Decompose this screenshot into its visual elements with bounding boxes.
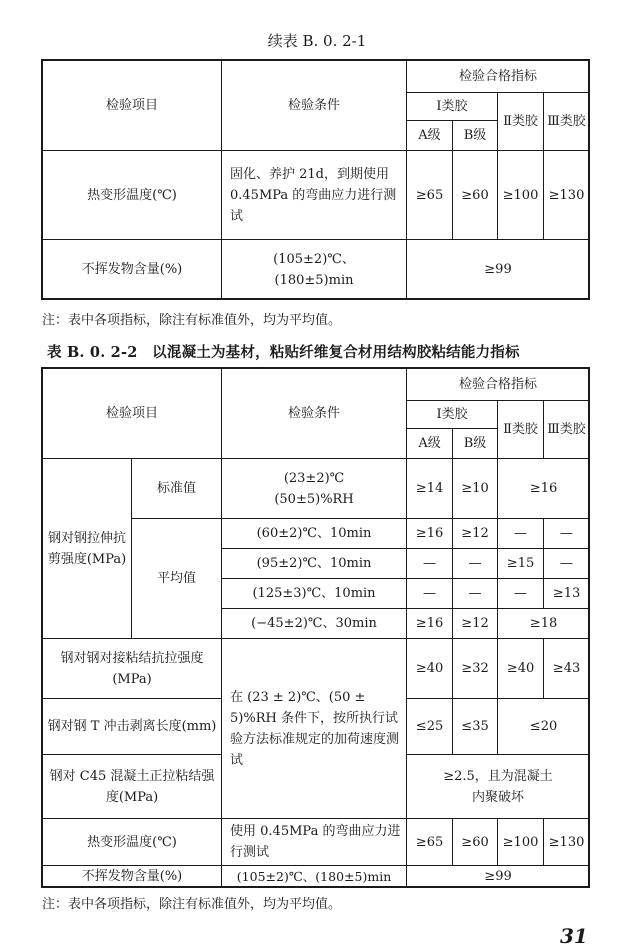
t2-heat-condition: 使用 0.45MPa 的弯曲应力进行测试 bbox=[222, 819, 407, 866]
t2-avg0-b: ≥12 bbox=[453, 519, 498, 549]
t2-shear-std-label: 标准值 bbox=[132, 459, 222, 519]
t1-volatile-condition-line2: (180±5)min bbox=[274, 272, 354, 288]
t2-shear-label: 钢对钢拉伸抗剪强度(MPa) bbox=[43, 459, 132, 639]
t2-tensile-label: 钢对钢对接粘结抗拉强度(MPa) bbox=[43, 639, 222, 699]
t2-header-grade-b: B级 bbox=[453, 429, 498, 459]
t2-volatile-value: ≥99 bbox=[407, 866, 590, 888]
t2-avg0-condition: (60±2)℃、10min bbox=[222, 519, 407, 549]
t1-heat-c3: ≥130 bbox=[544, 151, 590, 240]
t2-heat-label: 热变形温度(℃) bbox=[43, 819, 222, 866]
t2-avg1-condition: (95±2)℃、10min bbox=[222, 549, 407, 579]
t2-peel-b: ≤35 bbox=[453, 699, 498, 755]
t2-header-class2: Ⅱ类胶 bbox=[498, 401, 544, 459]
t2-shear-std-condition-line2: (50±5)%RH bbox=[274, 491, 354, 507]
t2-avg2-c3: ≥13 bbox=[544, 579, 590, 609]
table1 bbox=[42, 60, 590, 300]
t2-shear-std-condition bbox=[222, 459, 407, 519]
t2-c45-value-line2: 内聚破坏 bbox=[472, 789, 525, 805]
t2-heat-b: ≥60 bbox=[453, 819, 498, 866]
t2-heat-a: ≥65 bbox=[407, 819, 453, 866]
t1-header-grade-a: A级 bbox=[407, 121, 453, 151]
t2-avg0-c3: — bbox=[544, 519, 590, 549]
t2-peel-a: ≤25 bbox=[407, 699, 453, 755]
t2-tensile-c2: ≥40 bbox=[498, 639, 544, 699]
t2-avg3-b: ≥12 bbox=[453, 609, 498, 639]
t2-header-class1: Ⅰ类胶 bbox=[407, 401, 498, 429]
t2-shear-std-c23: ≥16 bbox=[498, 459, 590, 519]
t2-tensile-c3: ≥43 bbox=[544, 639, 590, 699]
t1-header-class2: Ⅱ类胶 bbox=[498, 93, 544, 151]
t2-shear-std-condition-line1: (23±2)℃ bbox=[283, 470, 345, 486]
t2-shear-std-a: ≥14 bbox=[407, 459, 453, 519]
table-row bbox=[43, 240, 590, 300]
t2-shear-avg-label: 平均值 bbox=[132, 519, 222, 639]
table2-caption: 表 B. 0. 2-2 以混凝土为基材，粘贴纤维复合材用结构胶粘结能力指标 bbox=[47, 344, 520, 361]
t1-volatile-item: 不挥发物含量(%) bbox=[43, 240, 222, 300]
t1-volatile-condition-line1: (105±2)℃、 bbox=[273, 251, 355, 267]
t2-c45-value bbox=[407, 755, 590, 819]
table1-note: 注：表中各项指标，除注有标准值外，均为平均值。 bbox=[42, 313, 342, 328]
t2-header-condition: 检验条件 bbox=[222, 369, 407, 459]
table-row bbox=[43, 151, 590, 240]
t2-heat-c3: ≥130 bbox=[544, 819, 590, 866]
t2-avg3-condition: (−45±2)℃、30min bbox=[222, 609, 407, 639]
t2-avg1-b: — bbox=[453, 549, 498, 579]
t2-header-grade-a: A级 bbox=[407, 429, 453, 459]
t2-avg1-c2: ≥15 bbox=[498, 549, 544, 579]
t2-shear-std-b: ≥10 bbox=[453, 459, 498, 519]
t1-header-item: 检验项目 bbox=[43, 61, 222, 151]
t1-heat-a: ≥65 bbox=[407, 151, 453, 240]
t2-avg0-c2: — bbox=[498, 519, 544, 549]
t2-avg1-a: — bbox=[407, 549, 453, 579]
t2-tensile-a: ≥40 bbox=[407, 639, 453, 699]
t2-avg3-c23: ≥18 bbox=[498, 609, 590, 639]
t2-tensile-b: ≥32 bbox=[453, 639, 498, 699]
table2 bbox=[42, 368, 590, 888]
t2-heat-c2: ≥100 bbox=[498, 819, 544, 866]
table-row bbox=[43, 819, 590, 866]
t1-volatile-value: ≥99 bbox=[407, 240, 590, 300]
t1-header-condition: 检验条件 bbox=[222, 61, 407, 151]
t2-peel-c23: ≤20 bbox=[498, 699, 590, 755]
t2-c45-value-line1: ≥2.5，且为混凝土 bbox=[443, 768, 553, 784]
t1-header-criteria: 检验合格指标 bbox=[407, 61, 590, 93]
t2-header-item: 检验项目 bbox=[43, 369, 222, 459]
t1-header-class1: Ⅰ类胶 bbox=[407, 93, 498, 121]
table1-caption: 续表 B. 0. 2-1 bbox=[267, 32, 367, 50]
t2-avg2-c2: — bbox=[498, 579, 544, 609]
t1-header-grade-b: B级 bbox=[453, 121, 498, 151]
t1-heat-b: ≥60 bbox=[453, 151, 498, 240]
t1-header-class3: Ⅲ类胶 bbox=[544, 93, 590, 151]
table2-note: 注：表中各项指标，除注有标准值外，均为平均值。 bbox=[42, 897, 342, 912]
t2-c45-label: 钢对 C45 混凝土正拉粘结强度(MPa) bbox=[43, 755, 222, 819]
t2-header-class3: Ⅲ类胶 bbox=[544, 401, 590, 459]
table-row bbox=[43, 639, 590, 699]
t2-header-criteria: 检验合格指标 bbox=[407, 369, 590, 401]
t2-volatile-label: 不挥发物含量(%) bbox=[43, 866, 222, 888]
t2-peel-label: 钢对钢 T 冲击剥离长度(mm) bbox=[43, 699, 222, 755]
t2-shared-condition: 在 (23 ± 2)℃、(50 ± 5)%RH 条件下，按所执行试验方法标准规定的加荷速度测试 bbox=[222, 639, 407, 819]
t1-heat-item: 热变形温度(℃) bbox=[43, 151, 222, 240]
t1-heat-c2: ≥100 bbox=[498, 151, 544, 240]
table-row bbox=[43, 866, 590, 888]
page-number: 31 bbox=[560, 924, 588, 948]
t2-avg2-a: — bbox=[407, 579, 453, 609]
t2-volatile-condition: (105±2)℃、(180±5)min bbox=[222, 866, 407, 888]
t2-avg1-c3: — bbox=[544, 549, 590, 579]
t1-volatile-condition bbox=[222, 240, 407, 300]
table-row bbox=[43, 459, 590, 519]
t2-avg2-b: — bbox=[453, 579, 498, 609]
t2-avg0-a: ≥16 bbox=[407, 519, 453, 549]
t2-avg3-a: ≥16 bbox=[407, 609, 453, 639]
t2-avg2-condition: (125±3)℃、10min bbox=[222, 579, 407, 609]
t1-heat-condition: 固化、养护 21d，到期使用 0.45MPa 的弯曲应力进行测试 bbox=[222, 151, 407, 240]
